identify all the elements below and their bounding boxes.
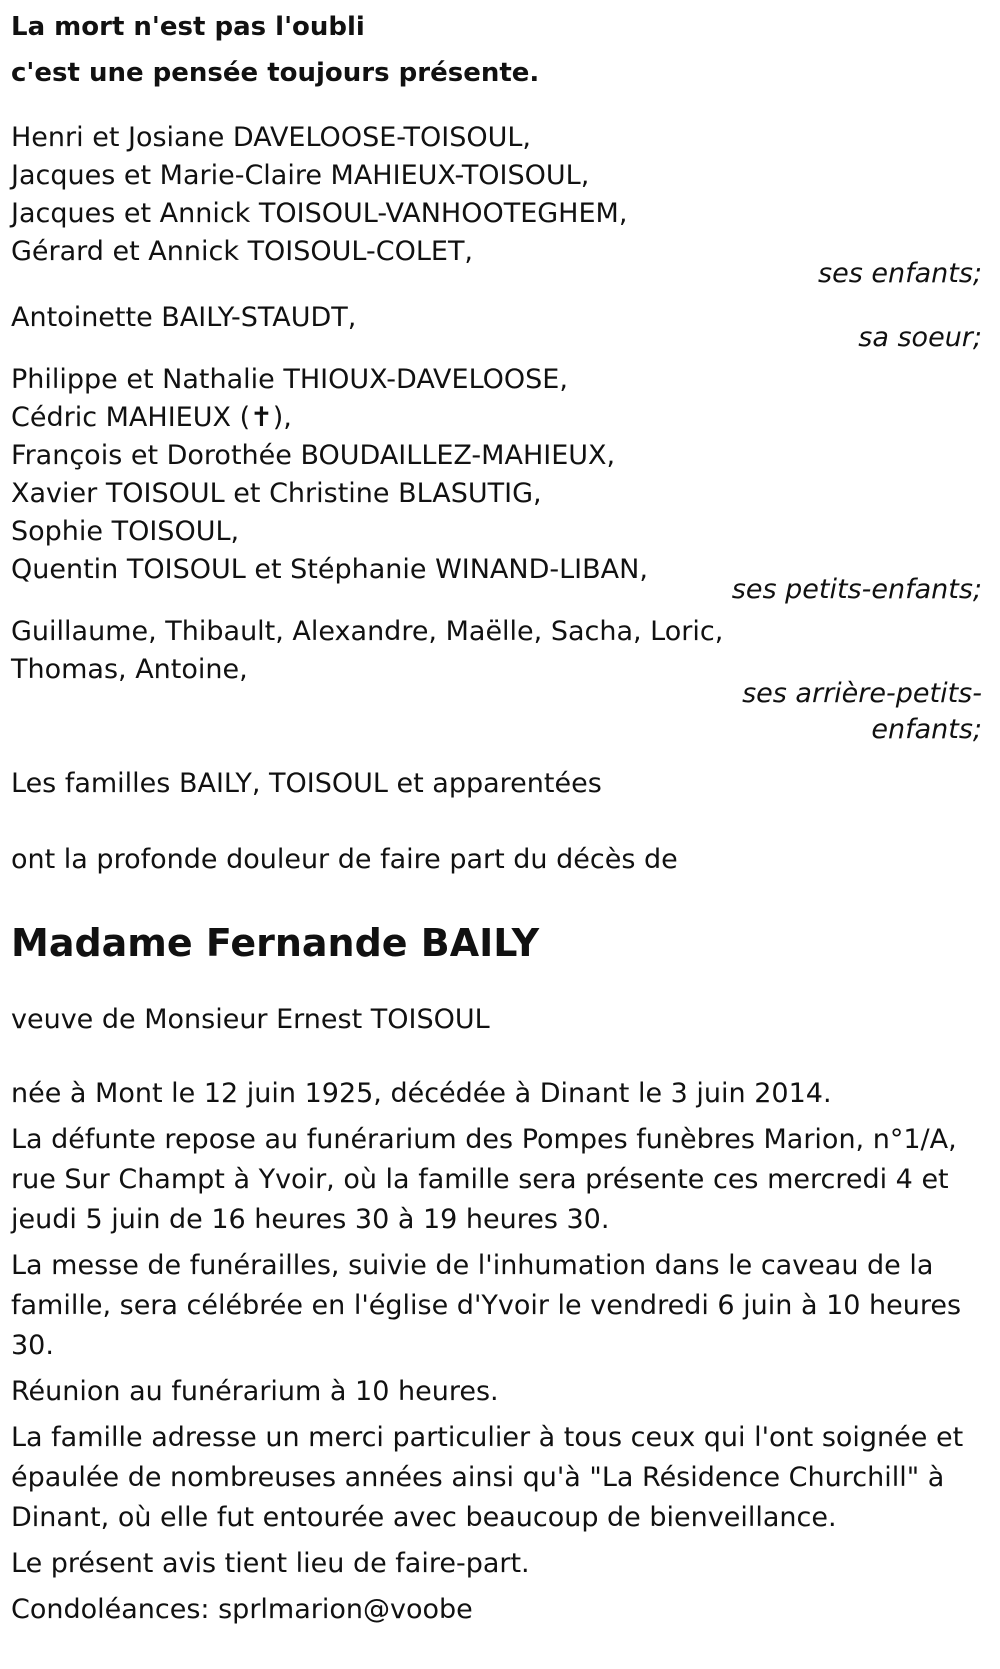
epigraph-line: c'est une pensée toujours présente. [11,58,540,88]
family-line: Gérard et Annick TOISOUL-COLET, [11,236,474,267]
mass-paragraph: La messe de funérailles, suivie de l'inhumation dans le caveau de la famille, sera célébrée en l'église d'Yvoir le vendredi 6 juin à 10 heures 30. [11,1250,962,1361]
family-line: Jacques et Annick TOISOUL-VANHOOTEGHEM, [11,198,628,229]
family-group-great-grandchildren [11,612,982,750]
condolences-paragraph: Condoléances: sprlmarion@voobe [11,1594,473,1625]
thanks-paragraph: La famille adresse un merci particulier à tous ceux qui l'ont soignée et épaulée de nombreuses années ainsi qu'à "La Résidence Churchill" à Dinant, où elle fut entourée avec beaucoup de bienveillance. [11,1422,964,1533]
relation-label: ses petits-enfants; [731,574,982,605]
family-line: Thomas, Antoine, [11,654,248,685]
epigraph [11,2,982,98]
meeting-paragraph: Réunion au funérarium à 10 heures. [11,1376,499,1407]
family-line: Antoinette BAILY-STAUDT, [11,302,357,333]
family-group-grandchildren [11,360,982,610]
announcement-line: ont la profonde douleur de faire part du décès de [11,844,678,875]
notice-paragraph: Le présent avis tient lieu de faire-part. [11,1548,530,1579]
widow-of-line: veuve de Monsieur Ernest TOISOUL [11,1004,490,1035]
family-line: Jacques et Marie-Claire MAHIEUX-TOISOUL, [11,160,590,191]
family-line: Quentin TOISOUL et Stéphanie WINAND-LIBAN, [11,554,648,585]
rest-paragraph: La défunte repose au funérarium des Pompes funèbres Marion, n°1/A, rue Sur Champt à Yvoir, où la famille sera présente ces mercredi 4 et jeudi 5 juin de 16 heures 30 à 19 heures 30. [11,1124,957,1235]
birth-death-paragraph: née à Mont le 12 juin 1925, décédée à Dinant le 3 juin 2014. [11,1078,832,1109]
families-line: Les familles BAILY, TOISOUL et apparentées [11,768,602,799]
details-section [11,1074,982,1630]
epigraph-line: La mort n'est pas l'oubli [11,12,365,42]
family-line: Guillaume, Thibault, Alexandre, Maëlle, Sacha, Loric, [11,616,724,647]
family-line: Henri et Josiane DAVELOOSE-TOISOUL, [11,122,532,153]
family-line: Sophie TOISOUL, [11,516,240,547]
family-line: François et Dorothée BOUDAILLEZ-MAHIEUX, [11,440,616,471]
relation-label: ses enfants; [818,258,982,289]
family-group-sister [11,298,982,358]
family-group-children [11,118,982,294]
family-line: Cédric MAHIEUX (✝), [11,402,292,433]
relation-label: enfants; [871,714,982,745]
relation-label: sa soeur; [858,322,982,353]
deceased-name: Madame Fernande BAILY [11,921,540,965]
relation-label: ses arrière-petits- [742,678,982,709]
family-line: Xavier TOISOUL et Christine BLASUTIG, [11,478,542,509]
family-line: Philippe et Nathalie THIOUX-DAVELOOSE, [11,364,568,395]
obituary-notice [0,2,1000,1669]
